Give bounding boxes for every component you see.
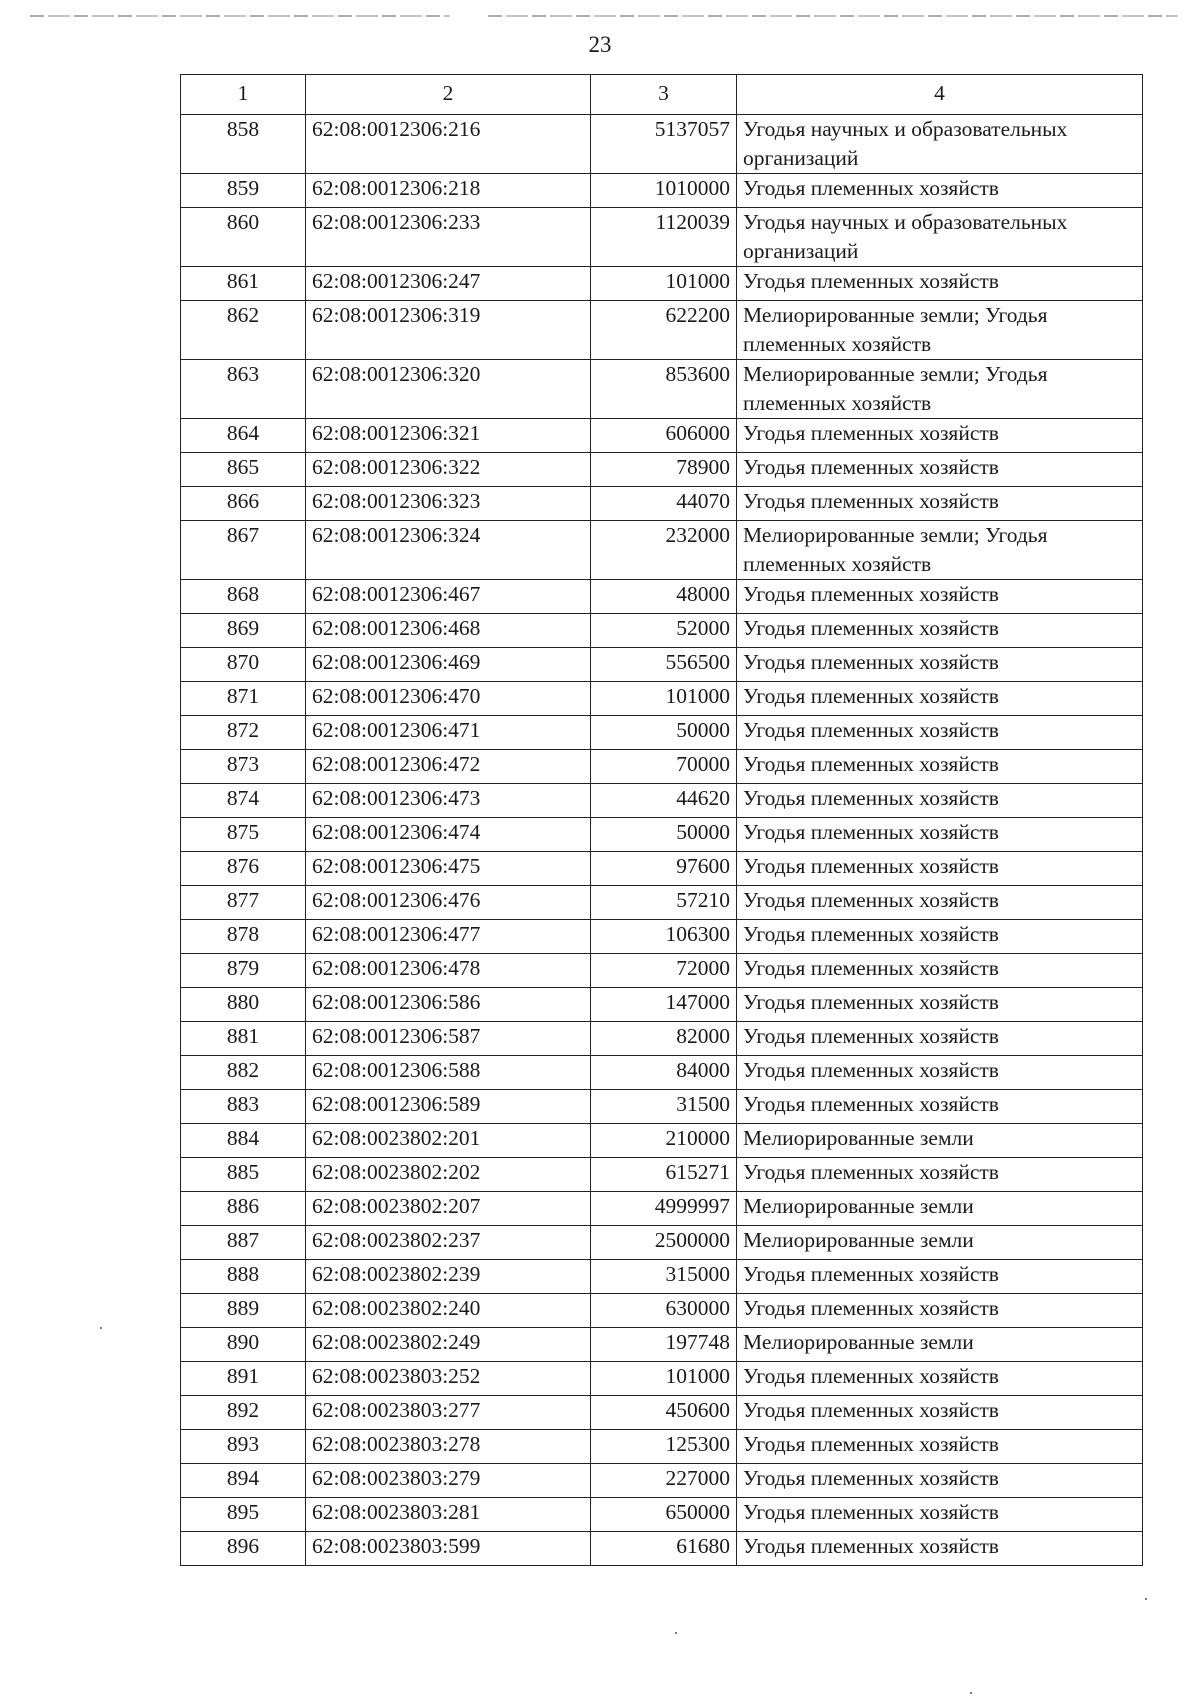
table-row bbox=[181, 208, 1143, 267]
land-category: Угодья племенных хозяйств bbox=[737, 1464, 1143, 1498]
cadastral-number: 62:08:0012306:586 bbox=[306, 988, 591, 1022]
row-number: 868 bbox=[181, 580, 306, 614]
table-row bbox=[181, 521, 1143, 580]
table-row bbox=[181, 818, 1143, 852]
cadastral-number: 62:08:0012306:589 bbox=[306, 1090, 591, 1124]
table-row bbox=[181, 648, 1143, 682]
row-number: 872 bbox=[181, 716, 306, 750]
cadastral-number: 62:08:0012306:469 bbox=[306, 648, 591, 682]
table-row bbox=[181, 1226, 1143, 1260]
cadastral-number: 62:08:0012306:216 bbox=[306, 115, 591, 174]
scan-artifact-left bbox=[30, 15, 450, 17]
table-row bbox=[181, 487, 1143, 521]
table-row bbox=[181, 750, 1143, 784]
column-header-1: 1 bbox=[181, 75, 306, 115]
scan-speck bbox=[675, 1632, 677, 1634]
table-row bbox=[181, 1090, 1143, 1124]
land-category: Мелиорированные земли bbox=[737, 1124, 1143, 1158]
row-number: 882 bbox=[181, 1056, 306, 1090]
area-value: 48000 bbox=[591, 580, 737, 614]
row-number: 862 bbox=[181, 301, 306, 360]
area-value: 147000 bbox=[591, 988, 737, 1022]
cadastral-number: 62:08:0023802:201 bbox=[306, 1124, 591, 1158]
area-value: 70000 bbox=[591, 750, 737, 784]
table-row bbox=[181, 301, 1143, 360]
row-number: 871 bbox=[181, 682, 306, 716]
cadastral-number: 62:08:0023803:278 bbox=[306, 1430, 591, 1464]
row-number: 895 bbox=[181, 1498, 306, 1532]
scan-speck bbox=[970, 1692, 972, 1694]
cadastral-number: 62:08:0023803:277 bbox=[306, 1396, 591, 1430]
table-row bbox=[181, 1464, 1143, 1498]
row-number: 878 bbox=[181, 920, 306, 954]
cadastral-number: 62:08:0012306:218 bbox=[306, 174, 591, 208]
area-value: 210000 bbox=[591, 1124, 737, 1158]
table-row bbox=[181, 580, 1143, 614]
land-category: Угодья племенных хозяйств bbox=[737, 174, 1143, 208]
area-value: 57210 bbox=[591, 886, 737, 920]
land-category: Угодья племенных хозяйств bbox=[737, 682, 1143, 716]
row-number: 893 bbox=[181, 1430, 306, 1464]
row-number: 890 bbox=[181, 1328, 306, 1362]
cadastral-number: 62:08:0012306:470 bbox=[306, 682, 591, 716]
row-number: 887 bbox=[181, 1226, 306, 1260]
row-number: 866 bbox=[181, 487, 306, 521]
area-value: 50000 bbox=[591, 716, 737, 750]
row-number: 863 bbox=[181, 360, 306, 419]
cadastral-number: 62:08:0012306:588 bbox=[306, 1056, 591, 1090]
area-value: 450600 bbox=[591, 1396, 737, 1430]
land-category: Мелиорированные земли bbox=[737, 1226, 1143, 1260]
table-row bbox=[181, 1022, 1143, 1056]
table-row bbox=[181, 1124, 1143, 1158]
land-category: Угодья племенных хозяйств bbox=[737, 1022, 1143, 1056]
land-category: Угодья племенных хозяйств bbox=[737, 1294, 1143, 1328]
area-value: 61680 bbox=[591, 1532, 737, 1566]
table-row bbox=[181, 360, 1143, 419]
area-value: 606000 bbox=[591, 419, 737, 453]
row-number: 874 bbox=[181, 784, 306, 818]
area-value: 1120039 bbox=[591, 208, 737, 267]
land-category: Угодья племенных хозяйств bbox=[737, 1362, 1143, 1396]
land-category: Угодья племенных хозяйств bbox=[737, 648, 1143, 682]
cadastral-number: 62:08:0012306:473 bbox=[306, 784, 591, 818]
table-row bbox=[181, 267, 1143, 301]
area-value: 78900 bbox=[591, 453, 737, 487]
row-number: 896 bbox=[181, 1532, 306, 1566]
table-row bbox=[181, 115, 1143, 174]
row-number: 873 bbox=[181, 750, 306, 784]
cadastral-number: 62:08:0012306:323 bbox=[306, 487, 591, 521]
row-number: 885 bbox=[181, 1158, 306, 1192]
cadastral-number: 62:08:0023803:279 bbox=[306, 1464, 591, 1498]
row-number: 886 bbox=[181, 1192, 306, 1226]
cadastral-number: 62:08:0023802:240 bbox=[306, 1294, 591, 1328]
column-header-2: 2 bbox=[306, 75, 591, 115]
table-row bbox=[181, 1532, 1143, 1566]
area-value: 44620 bbox=[591, 784, 737, 818]
row-number: 864 bbox=[181, 419, 306, 453]
cadastral-number: 62:08:0012306:320 bbox=[306, 360, 591, 419]
cadastral-number: 62:08:0012306:478 bbox=[306, 954, 591, 988]
land-category: Угодья племенных хозяйств bbox=[737, 1056, 1143, 1090]
cadastral-number: 62:08:0023802:239 bbox=[306, 1260, 591, 1294]
table-row bbox=[181, 1396, 1143, 1430]
row-number: 876 bbox=[181, 852, 306, 886]
cadastral-number: 62:08:0012306:477 bbox=[306, 920, 591, 954]
table-row bbox=[181, 988, 1143, 1022]
area-value: 44070 bbox=[591, 487, 737, 521]
cadastral-number: 62:08:0023802:202 bbox=[306, 1158, 591, 1192]
area-value: 1010000 bbox=[591, 174, 737, 208]
table-row bbox=[181, 1260, 1143, 1294]
area-value: 197748 bbox=[591, 1328, 737, 1362]
row-number: 858 bbox=[181, 115, 306, 174]
cadastral-number: 62:08:0012306:324 bbox=[306, 521, 591, 580]
cadastral-number: 62:08:0012306:467 bbox=[306, 580, 591, 614]
row-number: 892 bbox=[181, 1396, 306, 1430]
area-value: 97600 bbox=[591, 852, 737, 886]
area-value: 556500 bbox=[591, 648, 737, 682]
table-row bbox=[181, 453, 1143, 487]
table-row bbox=[181, 1294, 1143, 1328]
table-header-row bbox=[181, 75, 1143, 115]
column-header-3: 3 bbox=[591, 75, 737, 115]
table-row bbox=[181, 920, 1143, 954]
row-number: 861 bbox=[181, 267, 306, 301]
row-number: 891 bbox=[181, 1362, 306, 1396]
land-category: Мелиорированные земли; Угодья племенных хозяйств bbox=[737, 360, 1143, 419]
land-category: Угодья племенных хозяйств bbox=[737, 580, 1143, 614]
cadastral-number: 62:08:0012306:233 bbox=[306, 208, 591, 267]
land-category: Угодья племенных хозяйств bbox=[737, 886, 1143, 920]
area-value: 125300 bbox=[591, 1430, 737, 1464]
area-value: 72000 bbox=[591, 954, 737, 988]
row-number: 869 bbox=[181, 614, 306, 648]
cadastral-number: 62:08:0012306:468 bbox=[306, 614, 591, 648]
land-category: Угодья племенных хозяйств bbox=[737, 1158, 1143, 1192]
scan-speck bbox=[100, 1327, 102, 1329]
area-value: 630000 bbox=[591, 1294, 737, 1328]
land-category: Угодья племенных хозяйств bbox=[737, 1430, 1143, 1464]
cadastral-number: 62:08:0012306:474 bbox=[306, 818, 591, 852]
row-number: 879 bbox=[181, 954, 306, 988]
row-number: 867 bbox=[181, 521, 306, 580]
row-number: 880 bbox=[181, 988, 306, 1022]
land-category: Мелиорированные земли bbox=[737, 1328, 1143, 1362]
area-value: 615271 bbox=[591, 1158, 737, 1192]
table-row bbox=[181, 1498, 1143, 1532]
row-number: 870 bbox=[181, 648, 306, 682]
land-category: Угодья племенных хозяйств bbox=[737, 614, 1143, 648]
row-number: 884 bbox=[181, 1124, 306, 1158]
row-number: 883 bbox=[181, 1090, 306, 1124]
cadastral-number: 62:08:0012306:472 bbox=[306, 750, 591, 784]
area-value: 853600 bbox=[591, 360, 737, 419]
land-category: Угодья племенных хозяйств bbox=[737, 487, 1143, 521]
land-category: Угодья научных и образовательных организаций bbox=[737, 115, 1143, 174]
area-value: 2500000 bbox=[591, 1226, 737, 1260]
page-number: 23 bbox=[588, 32, 612, 57]
cadastral-number: 62:08:0012306:587 bbox=[306, 1022, 591, 1056]
land-category: Угодья племенных хозяйств bbox=[737, 818, 1143, 852]
land-category: Угодья племенных хозяйств bbox=[737, 750, 1143, 784]
cadastral-number: 62:08:0012306:247 bbox=[306, 267, 591, 301]
land-category: Угодья племенных хозяйств bbox=[737, 267, 1143, 301]
land-category: Угодья племенных хозяйств bbox=[737, 988, 1143, 1022]
row-number: 888 bbox=[181, 1260, 306, 1294]
area-value: 84000 bbox=[591, 1056, 737, 1090]
land-plots-table bbox=[180, 74, 1143, 1566]
area-value: 232000 bbox=[591, 521, 737, 580]
land-category: Мелиорированные земли; Угодья племенных хозяйств bbox=[737, 521, 1143, 580]
land-category: Угодья племенных хозяйств bbox=[737, 852, 1143, 886]
area-value: 5137057 bbox=[591, 115, 737, 174]
table-row bbox=[181, 784, 1143, 818]
cadastral-number: 62:08:0012306:475 bbox=[306, 852, 591, 886]
land-category: Угодья племенных хозяйств bbox=[737, 419, 1143, 453]
land-category: Угодья племенных хозяйств bbox=[737, 453, 1143, 487]
land-category: Угодья племенных хозяйств bbox=[737, 1498, 1143, 1532]
table-row bbox=[181, 1056, 1143, 1090]
area-value: 101000 bbox=[591, 267, 737, 301]
cadastral-number: 62:08:0023803:281 bbox=[306, 1498, 591, 1532]
row-number: 859 bbox=[181, 174, 306, 208]
row-number: 889 bbox=[181, 1294, 306, 1328]
table-row bbox=[181, 886, 1143, 920]
area-value: 315000 bbox=[591, 1260, 737, 1294]
table-row bbox=[181, 614, 1143, 648]
row-number: 894 bbox=[181, 1464, 306, 1498]
scan-speck bbox=[1145, 1598, 1147, 1600]
land-category: Угодья племенных хозяйств bbox=[737, 1532, 1143, 1566]
land-category: Угодья племенных хозяйств bbox=[737, 716, 1143, 750]
cadastral-number: 62:08:0012306:476 bbox=[306, 886, 591, 920]
land-category: Угодья племенных хозяйств bbox=[737, 920, 1143, 954]
land-category: Угодья племенных хозяйств bbox=[737, 954, 1143, 988]
area-value: 650000 bbox=[591, 1498, 737, 1532]
scan-artifact-right bbox=[488, 15, 1178, 17]
table-row bbox=[181, 1192, 1143, 1226]
cadastral-number: 62:08:0023802:249 bbox=[306, 1328, 591, 1362]
column-header-4: 4 bbox=[737, 75, 1143, 115]
cadastral-number: 62:08:0012306:321 bbox=[306, 419, 591, 453]
row-number: 865 bbox=[181, 453, 306, 487]
area-value: 101000 bbox=[591, 1362, 737, 1396]
land-category: Угодья племенных хозяйств bbox=[737, 1396, 1143, 1430]
table-row bbox=[181, 716, 1143, 750]
table-row bbox=[181, 174, 1143, 208]
table-row bbox=[181, 954, 1143, 988]
area-value: 106300 bbox=[591, 920, 737, 954]
land-category: Угодья научных и образовательных организаций bbox=[737, 208, 1143, 267]
cadastral-number: 62:08:0023803:599 bbox=[306, 1532, 591, 1566]
table-row bbox=[181, 419, 1143, 453]
area-value: 101000 bbox=[591, 682, 737, 716]
area-value: 52000 bbox=[591, 614, 737, 648]
cadastral-number: 62:08:0012306:471 bbox=[306, 716, 591, 750]
land-category: Угодья племенных хозяйств bbox=[737, 1260, 1143, 1294]
area-value: 4999997 bbox=[591, 1192, 737, 1226]
area-value: 50000 bbox=[591, 818, 737, 852]
table-row bbox=[181, 1430, 1143, 1464]
area-value: 227000 bbox=[591, 1464, 737, 1498]
cadastral-number: 62:08:0012306:319 bbox=[306, 301, 591, 360]
cadastral-number: 62:08:0012306:322 bbox=[306, 453, 591, 487]
cadastral-number: 62:08:0023803:252 bbox=[306, 1362, 591, 1396]
area-value: 31500 bbox=[591, 1090, 737, 1124]
row-number: 860 bbox=[181, 208, 306, 267]
area-value: 622200 bbox=[591, 301, 737, 360]
cadastral-number: 62:08:0023802:207 bbox=[306, 1192, 591, 1226]
table-row bbox=[181, 852, 1143, 886]
table-body bbox=[181, 115, 1143, 1566]
row-number: 877 bbox=[181, 886, 306, 920]
land-category: Угодья племенных хозяйств bbox=[737, 1090, 1143, 1124]
cadastral-number: 62:08:0023802:237 bbox=[306, 1226, 591, 1260]
land-category: Угодья племенных хозяйств bbox=[737, 784, 1143, 818]
land-category: Мелиорированные земли; Угодья племенных хозяйств bbox=[737, 301, 1143, 360]
table-row bbox=[181, 682, 1143, 716]
area-value: 82000 bbox=[591, 1022, 737, 1056]
row-number: 881 bbox=[181, 1022, 306, 1056]
table-row bbox=[181, 1158, 1143, 1192]
table-row bbox=[181, 1328, 1143, 1362]
table-row bbox=[181, 1362, 1143, 1396]
row-number: 875 bbox=[181, 818, 306, 852]
land-category: Мелиорированные земли bbox=[737, 1192, 1143, 1226]
